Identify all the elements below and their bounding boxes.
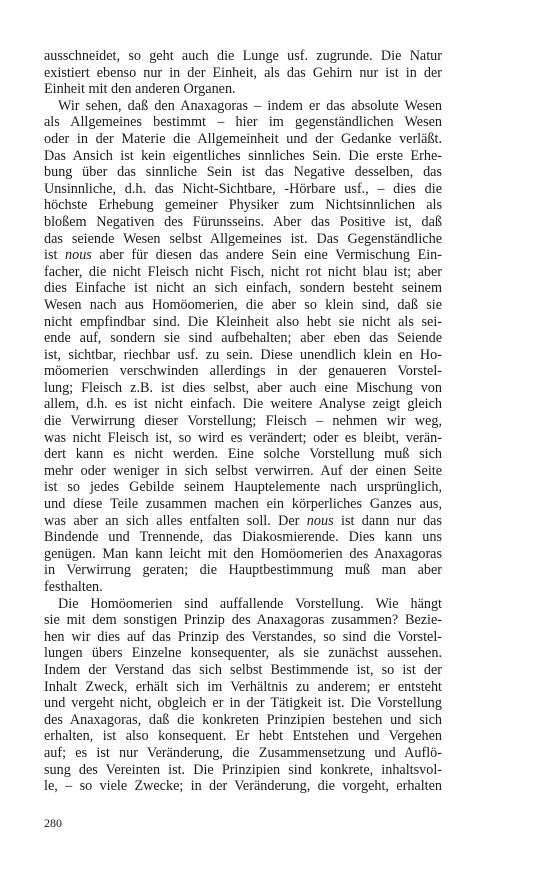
text-line: dies Einfache ist nicht an sich einfach, sondern besteht seinem (44, 280, 442, 297)
text-line: facher, die nicht Fleisch nicht Fisch, nicht rot nicht blau ist; aber (44, 263, 442, 280)
text-line: nicht empfindbar sind. Die Kleinheit also hebt sie nicht als sei- (44, 313, 442, 330)
text-line: Inhalt Zweck, erhält sich im Verhältnis zu anderem; er entsteht (44, 678, 442, 695)
text-line: was aber an sich alles entfalten soll. Der nous ist dann nur das (44, 512, 442, 529)
italic-term: nous (306, 512, 334, 529)
italic-term: nous (65, 247, 92, 264)
text-line: Die Homöomerien sind auffallende Vorstellung. Wie hängt (58, 595, 442, 612)
text-line: erhalten, ist also konsequent. Er hebt Entstehen und Vergehen (44, 728, 442, 745)
text-line: mehr oder weniger in sich selbst verwirren. Auf der einen Seite (44, 462, 442, 479)
text-line: Einheit mit den anderen Organen. (44, 81, 236, 98)
text-line: Indem der Verstand das sich selbst Bestimmende ist, so ist der (44, 661, 442, 678)
text-line: existiert ebenso nur in der Einheit, als das Gehirn nur ist in der (44, 64, 442, 81)
text-line: le, – so viele Zwecke; in der Veränderung, die vorgeht, erhalten (44, 778, 442, 795)
text-line: sie mit dem sonstigen Prinzip des Anaxagoras zusammen? Bezie- (44, 612, 442, 629)
text-line: als Allgemeines bestimmt – hier im gegenständlichen Wesen (44, 114, 442, 131)
paragraph-3 (44, 596, 442, 795)
text-line: ausschneidet, so geht auch die Lunge usf. zugrunde. Die Natur (44, 48, 442, 64)
text-line: bloßem Negativen des Fürunsseins. Aber das Positive ist, daß (44, 213, 442, 230)
paragraph-1 (44, 48, 442, 98)
text-line: Das Ansich ist kein eigentliches sinnliches Sein. Die erste Erhe- (44, 147, 442, 164)
text-line: des Anaxagoras, daß die konkreten Prinzipien bestehen und sich (44, 711, 442, 728)
text-line: lung; Fleisch z.B. ist dies selbst, aber auch eine Mischung von (44, 379, 442, 396)
text-line: allem, d.h. es ist nicht einfach. Die weitere Analyse zeigt gleich (44, 396, 442, 413)
text-line: und diese Teile zusammen machen ein körperliches Ganzes aus, (44, 496, 442, 513)
text-line: Wir sehen, daß den Anaxagoras – indem er das absolute Wesen (58, 97, 442, 114)
text-line: sung des Vereinten ist. Die Prinzipien sind konkrete, inhaltsvol- (44, 761, 442, 778)
page-number: 280 (44, 816, 62, 830)
text-line: in Verwirrung geraten; die Hauptbestimmung muß man aber (44, 562, 442, 579)
text-line: oder in der Materie die Allgemeinheit und der Gedanke verläßt. (44, 130, 442, 147)
text-line: die Verwirrung dieser Vorstellung; Fleisch – nehmen wir weg, (44, 413, 442, 430)
text-line: auf; es ist nur Veränderung, die Zusammensetzung und Auflö- (44, 744, 442, 761)
text-line: was nicht Fleisch ist, so wird es verändert; oder es bleibt, verän- (44, 429, 442, 446)
text-line: möomerien verschwinden allerdings in der genaueren Vorstel- (44, 363, 442, 380)
text-line: höchste Erhebung gemeiner Physiker zum Nichtsinnlichen als (44, 197, 442, 214)
text-line: dert kann es nicht werden. Eine solche Vorstellung muß sich (44, 446, 442, 463)
text-line: Bindende und Trennende, das Diakosmierende. Dies kann uns (44, 529, 442, 546)
text-line: festhalten. (44, 579, 103, 595)
text-line: ist nous aber für diesen das andere Sein eine Vermischung Ein- (44, 247, 443, 264)
text-line: genügen. Man kann leicht mit den Homöomerien des Anaxagoras (44, 545, 442, 562)
text-line: ist so jedes Gebilde seinem Hauptelemente nach ursprünglich, (44, 479, 442, 496)
page-body (44, 48, 442, 795)
text-line: ist, sichtbar, riechbar usf. zu sein. Diese unendlich klein en Ho- (44, 346, 442, 363)
text-line: bung über das sinnliche Sein ist das Negative desselben, das (44, 164, 442, 181)
text-line: ende auf, sondern sie sind aufbehalten; aber eben das Seiende (44, 330, 442, 347)
text-line: Wesen nach aus Homöomerien, die aber so klein sind, daß sie (44, 296, 442, 313)
text-line: und vergeht nicht, obgleich er in der Tätigkeit ist. Die Vorstellung (44, 695, 442, 712)
text-line: lungen übers Einzelne konsequenter, als sie zunächst aussehen. (44, 645, 442, 662)
text-line: Unsinnliche, d.h. das Nicht-Sichtbare, -Hörbare usf., – dies die (44, 180, 442, 197)
text-line: das seiende Wesen selbst Allgemeines ist. Das Gegenständliche (44, 230, 442, 247)
paragraph-2 (44, 98, 442, 596)
text-line: hen wir dies auf das Prinzip des Verstandes, so sind die Vorstel- (44, 628, 442, 645)
